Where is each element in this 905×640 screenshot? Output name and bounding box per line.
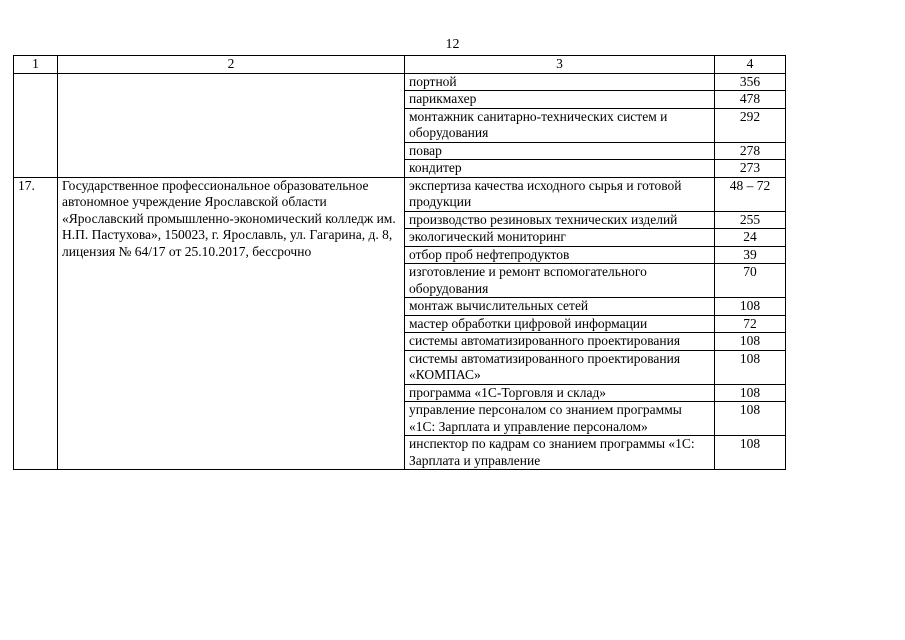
page-number: 12 [445,37,460,52]
hours-cell: 48 – 72 [715,177,786,211]
profession-cell: кондитер [405,160,715,178]
header-col-2: 2 [58,56,405,74]
profession-cell: системы автоматизированного проектирования «КОМПАС» [405,350,715,384]
profession-cell: экспертиза качества исходного сырья и готовой продукции [405,177,715,211]
hours-cell: 72 [715,315,786,333]
profession-cell: портной [405,73,715,91]
hours-cell: 108 [715,384,786,402]
hours-cell: 24 [715,229,786,247]
hours-cell: 108 [715,298,786,316]
profession-cell: повар [405,142,715,160]
hours-cell: 39 [715,246,786,264]
institution-number: 17. [14,177,58,470]
profession-cell: монтаж вычислительных сетей [405,298,715,316]
hours-cell: 108 [715,333,786,351]
hours-cell: 255 [715,211,786,229]
empty-number-cell [14,73,58,177]
profession-cell: системы автоматизированного проектирования [405,333,715,351]
profession-cell: управление персоналом со знанием программы «1С: Зарплата и управление персоналом» [405,402,715,436]
profession-cell: программа «1С-Торговля и склад» [405,384,715,402]
hours-cell: 292 [715,108,786,142]
profession-cell: изготовление и ремонт вспомогательного оборудования [405,264,715,298]
hours-cell: 108 [715,350,786,384]
hours-cell: 108 [715,436,786,470]
table-row [14,177,786,211]
profession-cell: монтажник санитарно-технических систем и оборудования [405,108,715,142]
hours-cell: 108 [715,402,786,436]
profession-cell: парикмахер [405,91,715,109]
header-col-1: 1 [14,56,58,74]
hours-cell: 273 [715,160,786,178]
table-row [14,73,786,91]
hours-cell: 356 [715,73,786,91]
profession-cell: экологический мониторинг [405,229,715,247]
hours-cell: 478 [715,91,786,109]
institution-description: Государственное профессиональное образовательное автономное учреждение Ярославской области «Ярославский промышленно-экономический колледж им. Н.П. Пастухова», 150023, г. Ярославль, ул. Гагарина, д. 8, лицензия № 64/17 от 25.10.2017, бессрочно [58,177,405,470]
empty-institution-cell [58,73,405,177]
license-table [13,55,786,470]
hours-cell: 278 [715,142,786,160]
table-header-row [14,56,786,74]
profession-cell: производство резиновых технических изделий [405,211,715,229]
header-col-3: 3 [405,56,715,74]
profession-cell: мастер обработки цифровой информации [405,315,715,333]
profession-cell: отбор проб нефтепродуктов [405,246,715,264]
hours-cell: 70 [715,264,786,298]
profession-cell: инспектор по кадрам со знанием программы «1С: Зарплата и управление [405,436,715,470]
header-col-4: 4 [715,56,786,74]
